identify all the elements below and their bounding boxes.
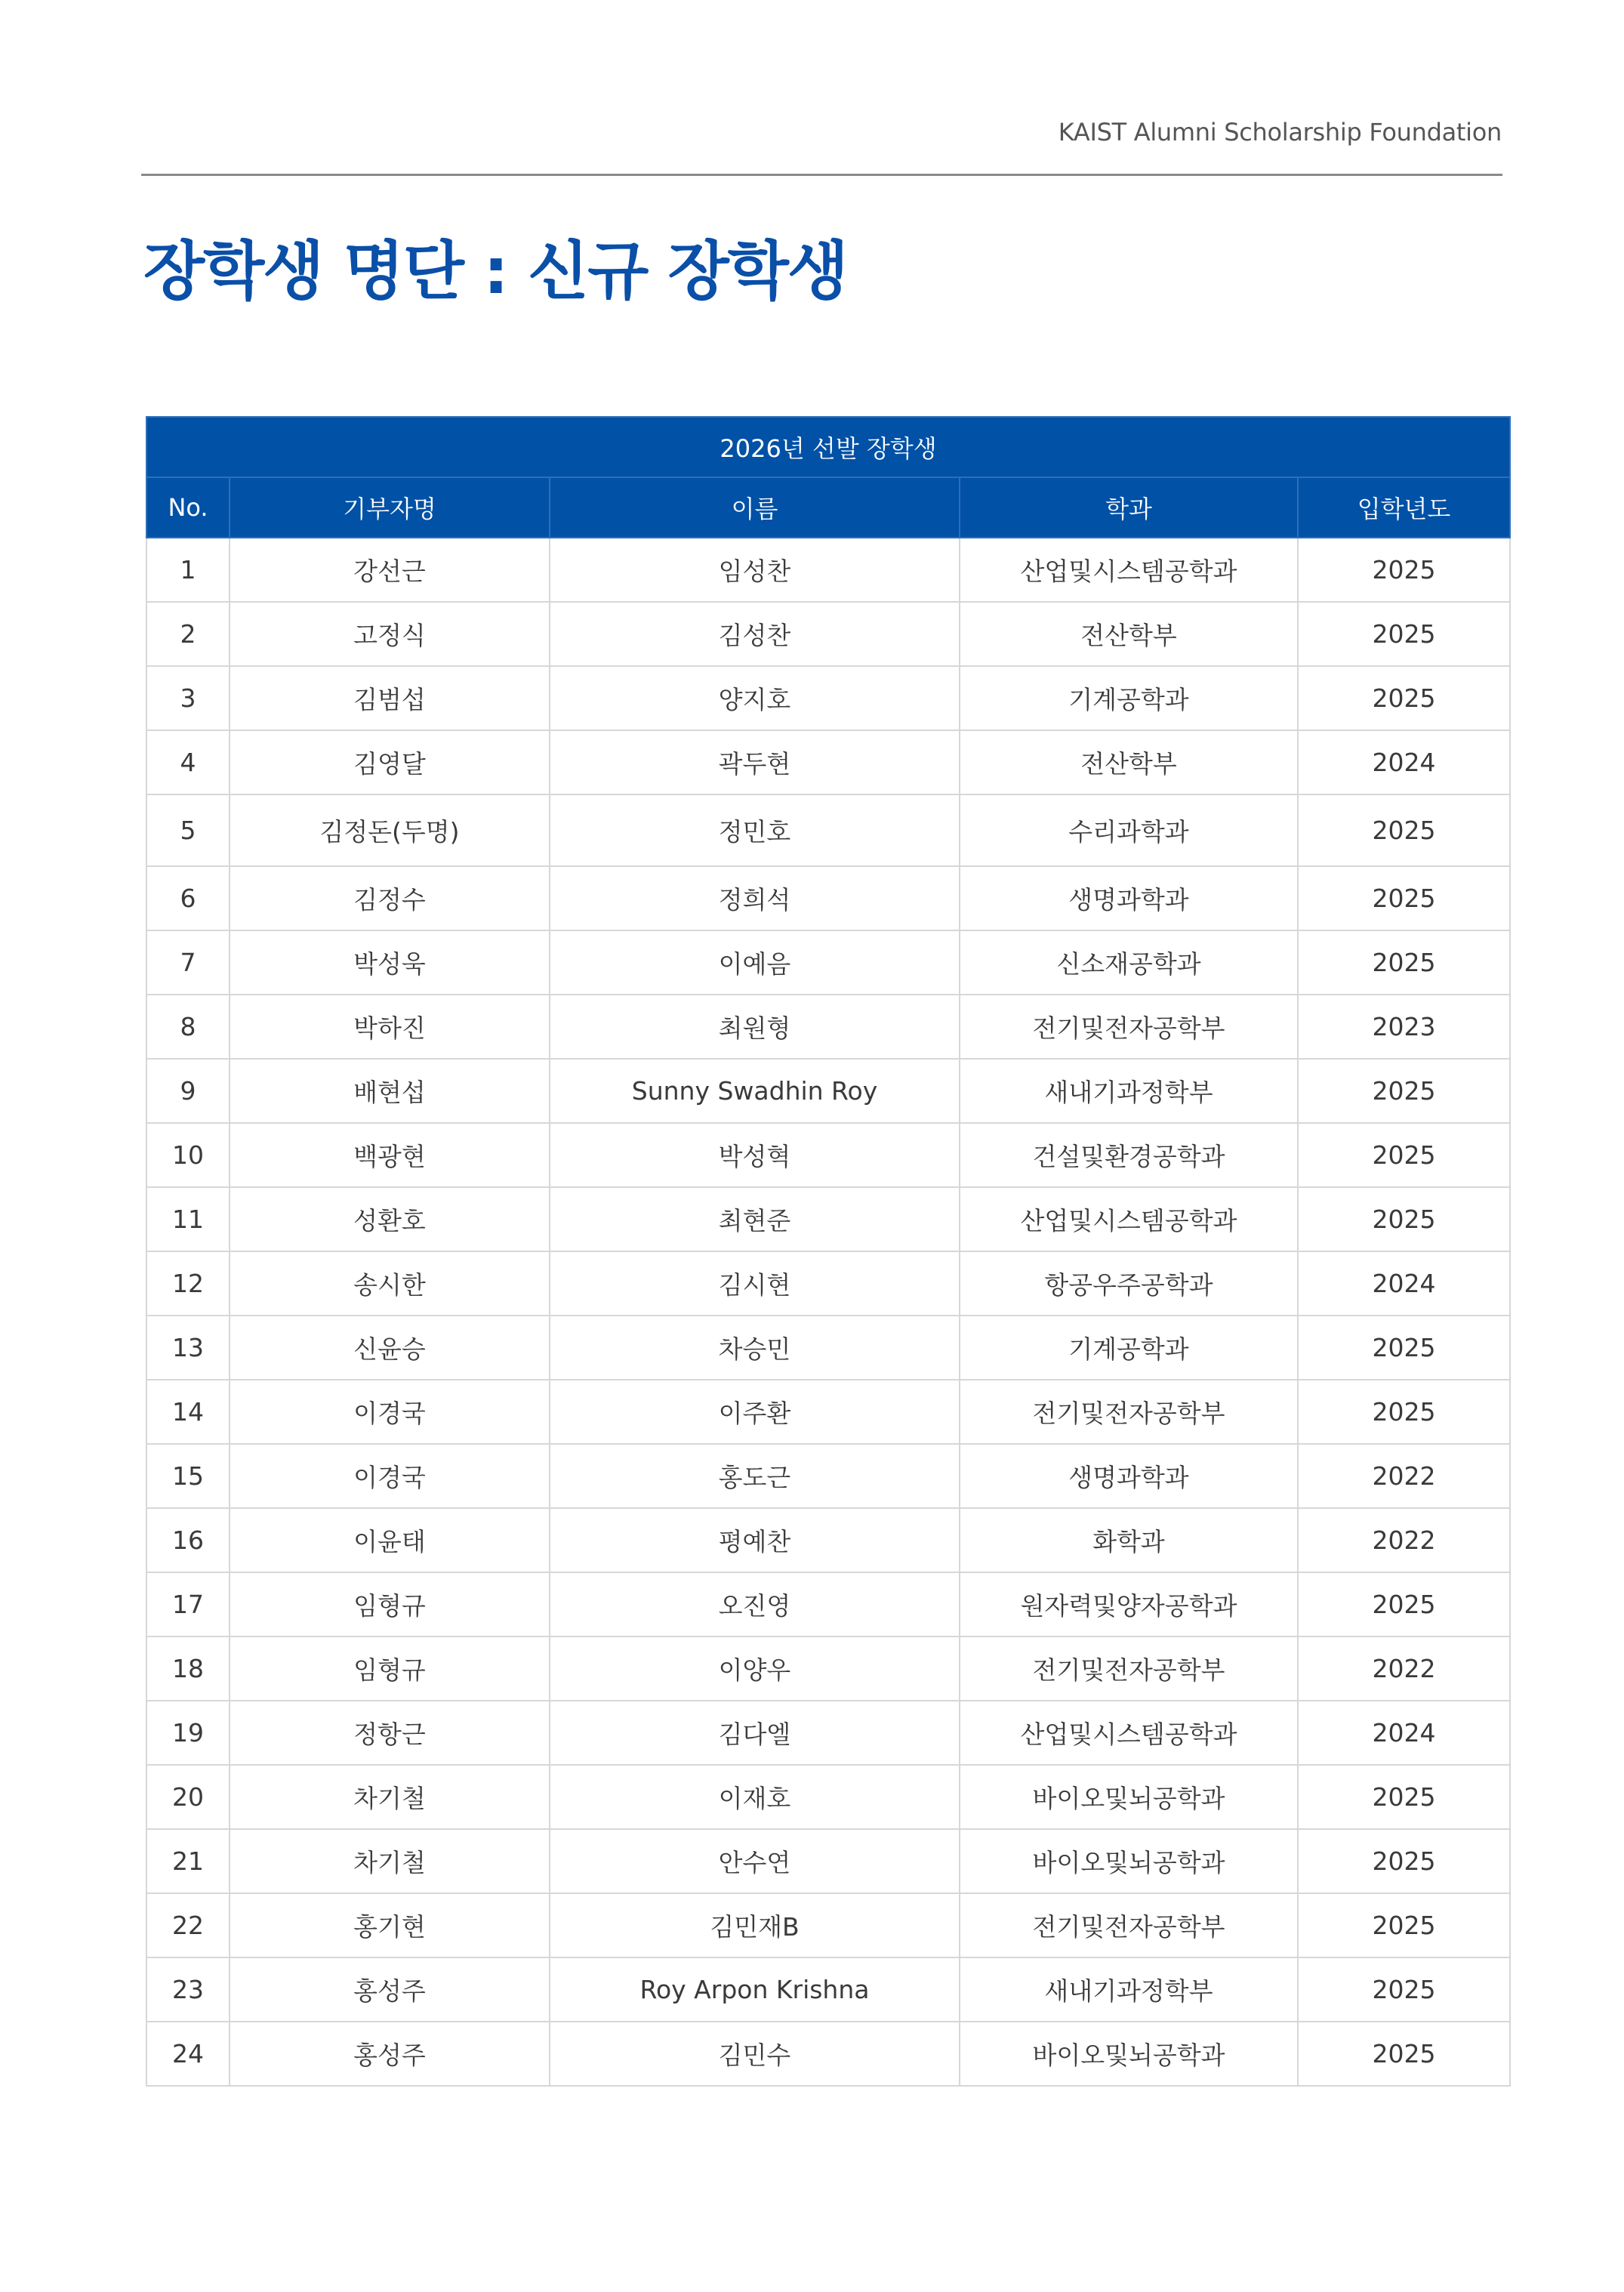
cell-no: 18: [146, 1636, 230, 1701]
cell-year: 2025: [1298, 1893, 1510, 1957]
cell-no: 15: [146, 1444, 230, 1508]
cell-no: 20: [146, 1765, 230, 1829]
cell-department: 새내기과정학부: [960, 1957, 1298, 2022]
table-row: [146, 866, 1510, 930]
cell-year: 2025: [1298, 1187, 1510, 1251]
cell-donor: 차기철: [230, 1765, 550, 1829]
cell-name: 김민재B: [550, 1893, 960, 1957]
cell-donor: 차기철: [230, 1829, 550, 1893]
cell-year: 2025: [1298, 1829, 1510, 1893]
cell-department: 전기및전자공학부: [960, 1893, 1298, 1957]
cell-no: 1: [146, 538, 230, 602]
table-body: [146, 538, 1510, 2086]
cell-year: 2025: [1298, 1316, 1510, 1380]
cell-department: 바이오및뇌공학과: [960, 2022, 1298, 2086]
cell-department: 수리과학과: [960, 794, 1298, 866]
cell-department: 화학과: [960, 1508, 1298, 1572]
page-title: 장학생 명단 : 신규 장학생: [143, 234, 848, 308]
table-row: [146, 1636, 1510, 1701]
cell-no: 11: [146, 1187, 230, 1251]
col-header-department: 학과: [960, 477, 1298, 538]
cell-department: 생명과학과: [960, 866, 1298, 930]
cell-name: 박성혁: [550, 1123, 960, 1187]
cell-no: 7: [146, 930, 230, 995]
cell-department: 새내기과정학부: [960, 1059, 1298, 1123]
cell-donor: 김정돈(두명): [230, 794, 550, 866]
cell-no: 9: [146, 1059, 230, 1123]
cell-year: 2025: [1298, 602, 1510, 666]
cell-name: 홍도근: [550, 1444, 960, 1508]
cell-department: 산업및시스템공학과: [960, 1701, 1298, 1765]
cell-no: 12: [146, 1251, 230, 1316]
table-row: [146, 666, 1510, 730]
cell-no: 8: [146, 995, 230, 1059]
cell-no: 5: [146, 794, 230, 866]
cell-year: 2024: [1298, 730, 1510, 794]
col-header-donor: 기부자명: [230, 477, 550, 538]
cell-no: 6: [146, 866, 230, 930]
cell-donor: 김범섭: [230, 666, 550, 730]
cell-year: 2025: [1298, 1380, 1510, 1444]
cell-name: Roy Arpon Krishna: [550, 1957, 960, 2022]
cell-no: 16: [146, 1508, 230, 1572]
table-row: [146, 1957, 1510, 2022]
cell-donor: 임형규: [230, 1572, 550, 1636]
cell-name: 김시현: [550, 1251, 960, 1316]
cell-no: 2: [146, 602, 230, 666]
cell-no: 14: [146, 1380, 230, 1444]
cell-year: 2025: [1298, 538, 1510, 602]
cell-year: 2024: [1298, 1701, 1510, 1765]
header-divider: [141, 174, 1502, 176]
table-row: [146, 730, 1510, 794]
cell-department: 항공우주공학과: [960, 1251, 1298, 1316]
cell-department: 바이오및뇌공학과: [960, 1765, 1298, 1829]
table-row: [146, 1765, 1510, 1829]
cell-name: 이재호: [550, 1765, 960, 1829]
cell-name: 김민수: [550, 2022, 960, 2086]
organization-name: KAIST Alumni Scholarship Foundation: [1058, 118, 1502, 147]
cell-donor: 고정식: [230, 602, 550, 666]
cell-donor: 백광현: [230, 1123, 550, 1187]
cell-year: 2022: [1298, 1636, 1510, 1701]
cell-year: 2025: [1298, 794, 1510, 866]
table-row: [146, 930, 1510, 995]
cell-name: 이주환: [550, 1380, 960, 1444]
table-caption: 2026년 선발 장학생: [146, 417, 1510, 477]
cell-year: 2025: [1298, 866, 1510, 930]
cell-donor: 김정수: [230, 866, 550, 930]
cell-no: 19: [146, 1701, 230, 1765]
cell-donor: 성환호: [230, 1187, 550, 1251]
cell-year: 2023: [1298, 995, 1510, 1059]
cell-year: 2025: [1298, 1059, 1510, 1123]
cell-donor: 홍성주: [230, 2022, 550, 2086]
table-row: [146, 602, 1510, 666]
cell-department: 원자력및양자공학과: [960, 1572, 1298, 1636]
cell-donor: 박하진: [230, 995, 550, 1059]
cell-donor: 이경국: [230, 1380, 550, 1444]
cell-donor: 송시한: [230, 1251, 550, 1316]
cell-name: 최원형: [550, 995, 960, 1059]
table-row: [146, 1380, 1510, 1444]
table-row: [146, 1059, 1510, 1123]
table-row: [146, 1508, 1510, 1572]
cell-no: 4: [146, 730, 230, 794]
cell-name: 김다엘: [550, 1701, 960, 1765]
cell-year: 2025: [1298, 1572, 1510, 1636]
table-row: [146, 794, 1510, 866]
cell-name: Sunny Swadhin Roy: [550, 1059, 960, 1123]
cell-donor: 박성욱: [230, 930, 550, 995]
table-row: [146, 1829, 1510, 1893]
table-row: [146, 1701, 1510, 1765]
table-row: [146, 538, 1510, 602]
cell-name: 차승민: [550, 1316, 960, 1380]
table-row: [146, 2022, 1510, 2086]
cell-department: 전기및전자공학부: [960, 1636, 1298, 1701]
cell-no: 22: [146, 1893, 230, 1957]
col-header-no: No.: [146, 477, 230, 538]
cell-no: 17: [146, 1572, 230, 1636]
cell-year: 2025: [1298, 930, 1510, 995]
cell-donor: 강선근: [230, 538, 550, 602]
table-row: [146, 1316, 1510, 1380]
cell-department: 건설및환경공학과: [960, 1123, 1298, 1187]
col-header-year: 입학년도: [1298, 477, 1510, 538]
cell-name: 김성찬: [550, 602, 960, 666]
cell-donor: 김영달: [230, 730, 550, 794]
cell-year: 2022: [1298, 1508, 1510, 1572]
cell-department: 산업및시스템공학과: [960, 538, 1298, 602]
table-row: [146, 1572, 1510, 1636]
cell-name: 양지호: [550, 666, 960, 730]
cell-donor: 배현섭: [230, 1059, 550, 1123]
cell-department: 기계공학과: [960, 666, 1298, 730]
cell-department: 기계공학과: [960, 1316, 1298, 1380]
cell-name: 이양우: [550, 1636, 960, 1701]
cell-year: 2025: [1298, 1765, 1510, 1829]
cell-department: 신소재공학과: [960, 930, 1298, 995]
cell-no: 24: [146, 2022, 230, 2086]
cell-department: 전산학부: [960, 602, 1298, 666]
col-header-name: 이름: [550, 477, 960, 538]
cell-year: 2025: [1298, 1123, 1510, 1187]
cell-name: 곽두현: [550, 730, 960, 794]
cell-department: 전기및전자공학부: [960, 1380, 1298, 1444]
cell-donor: 신윤승: [230, 1316, 550, 1380]
table-row: [146, 1187, 1510, 1251]
cell-donor: 임형규: [230, 1636, 550, 1701]
cell-name: 정희석: [550, 866, 960, 930]
cell-name: 평예찬: [550, 1508, 960, 1572]
cell-year: 2025: [1298, 2022, 1510, 2086]
cell-donor: 홍성주: [230, 1957, 550, 2022]
cell-name: 오진영: [550, 1572, 960, 1636]
cell-year: 2025: [1298, 666, 1510, 730]
cell-donor: 이경국: [230, 1444, 550, 1508]
cell-year: 2025: [1298, 1957, 1510, 2022]
cell-donor: 이윤태: [230, 1508, 550, 1572]
scholarship-table: [146, 416, 1511, 2087]
cell-no: 3: [146, 666, 230, 730]
table-row: [146, 1893, 1510, 1957]
cell-name: 최현준: [550, 1187, 960, 1251]
cell-no: 23: [146, 1957, 230, 2022]
cell-year: 2022: [1298, 1444, 1510, 1508]
cell-department: 전산학부: [960, 730, 1298, 794]
cell-department: 전기및전자공학부: [960, 995, 1298, 1059]
cell-department: 바이오및뇌공학과: [960, 1829, 1298, 1893]
cell-no: 13: [146, 1316, 230, 1380]
cell-donor: 정항근: [230, 1701, 550, 1765]
cell-year: 2024: [1298, 1251, 1510, 1316]
cell-name: 안수연: [550, 1829, 960, 1893]
cell-no: 10: [146, 1123, 230, 1187]
cell-department: 산업및시스템공학과: [960, 1187, 1298, 1251]
cell-name: 이예음: [550, 930, 960, 995]
table-row: [146, 1251, 1510, 1316]
table-row: [146, 995, 1510, 1059]
cell-department: 생명과학과: [960, 1444, 1298, 1508]
table-row: [146, 1444, 1510, 1508]
table-row: [146, 1123, 1510, 1187]
cell-name: 정민호: [550, 794, 960, 866]
cell-no: 21: [146, 1829, 230, 1893]
cell-donor: 홍기현: [230, 1893, 550, 1957]
cell-name: 임성찬: [550, 538, 960, 602]
